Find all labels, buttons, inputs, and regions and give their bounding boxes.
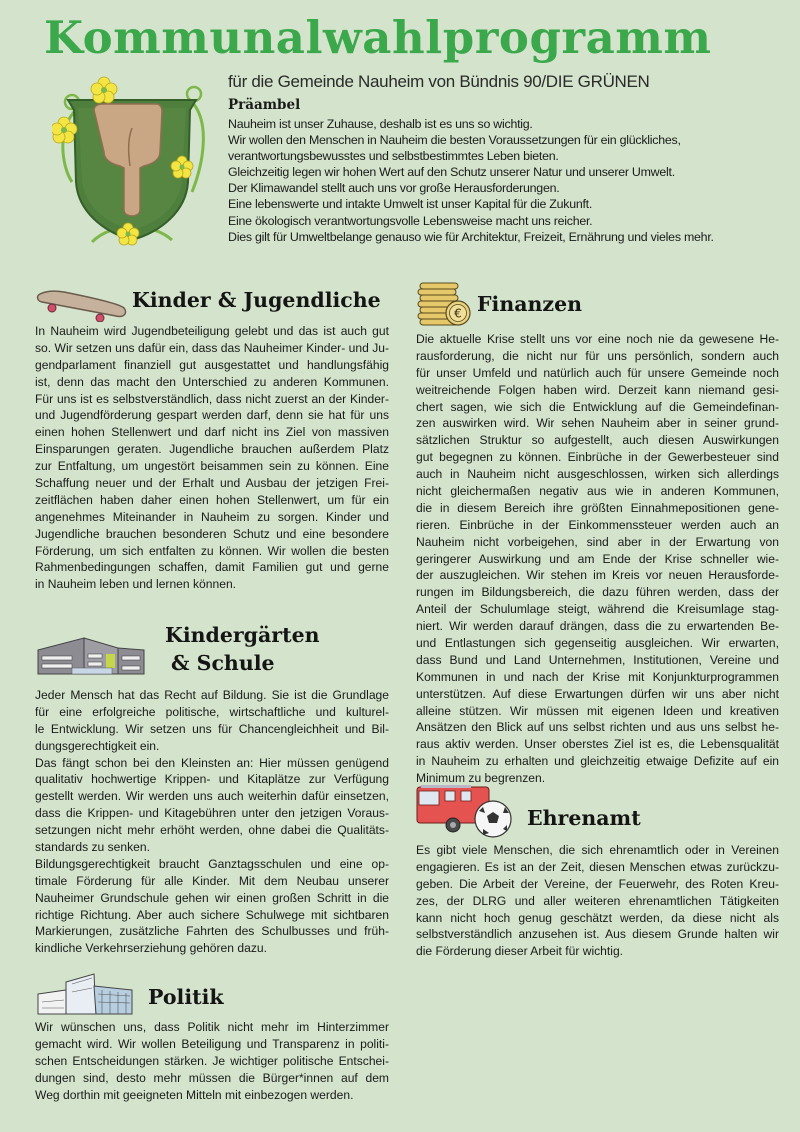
text-line: Weg dorthin mit geeigneten Mitteln mit einbezogen werden. bbox=[35, 1087, 354, 1102]
text-line: Bildungsgerechtigkeit braucht Ganztagsschulen und eine op- bbox=[35, 856, 389, 871]
text-line: sätzlichen Struktur so aufgestellt, auch diesen Auswirkungen bbox=[416, 433, 779, 448]
text-line: dungsgerechtigkeit ein. bbox=[35, 738, 160, 753]
text-line: rieren. Einbrüche in der Einkommenssteuer werden auch an bbox=[416, 517, 779, 532]
section-body-kinder bbox=[35, 323, 389, 593]
text-line: für unser Umfeld und natürlich auch für unsere Gemeinde noch bbox=[416, 365, 779, 380]
text-line: schen Entscheidungen stärken. Je wichtiger politische Entschei- bbox=[35, 1053, 389, 1068]
preamble-line: Nauheim ist unser Zuhause, deshalb ist es uns so wichtig. bbox=[228, 117, 533, 131]
svg-text:€: € bbox=[454, 306, 462, 321]
coat-of-arms-shovel-icon bbox=[52, 72, 212, 252]
text-line: gestellt werden. Wir werden uns auch weiterhin dafür einsetzen, bbox=[35, 789, 389, 804]
text-line: kindliche Verkehrserziehung gehören dazu. bbox=[35, 941, 267, 956]
text-line: le Entwicklung. Wir setzen uns für Chancengleichheit und Bil- bbox=[35, 721, 389, 736]
preamble-line: verantwortungsbewusstes und selbstbestimmtes Leben bieten. bbox=[228, 149, 559, 164]
school-building-icon bbox=[36, 636, 146, 676]
text-line: einen hohen Stellenwert und darf nicht ins Ziel von massiven bbox=[35, 425, 389, 440]
section-heading-kinder: Kinder & Jugendliche bbox=[132, 288, 381, 312]
page-title: Kommunalwahlprogramm bbox=[44, 11, 712, 64]
section-body-politik bbox=[35, 1019, 389, 1103]
fire-truck-and-football-icon bbox=[413, 781, 515, 839]
text-line: niert. Wir werden darauf drängen, dass die zu erwartenden Be- bbox=[416, 619, 779, 634]
text-line: setzungen nicht mehr erhöht werden, ohne dabei die Qualitäts- bbox=[35, 823, 389, 838]
text-line: zen auswirken wird. Wir sehen Nauheim aber in seiner grund- bbox=[416, 416, 779, 431]
preamble-line: Dies gilt für Umweltbelange genauso wie für Architektur, Freizeit, Ernährung und vieles mehr. bbox=[228, 229, 714, 244]
preamble-line: Der Klimawandel stellt auch uns vor große Herausforderungen. bbox=[228, 181, 560, 196]
text-line: qualitativ hochwertige Krippen- und Kitaplätze zur Verfügung bbox=[35, 772, 389, 787]
text-line: zes, der DLRG und aller weiteren ehrenamtlichen Tätigkeiten bbox=[416, 893, 779, 908]
subtitle: für die Gemeinde Nauheim von Bündnis 90/DIE GRÜNEN bbox=[228, 72, 650, 91]
text-line: angenehmes Miteinander in Nauheim zu sorgen. Kinder und bbox=[35, 509, 389, 524]
text-line: geben. Die Arbeit der Vereine, der Feuerwehr, des Roten Kreu- bbox=[416, 876, 779, 891]
text-line: dass die Krippen- und Kitagebühren unter den jetzigen Voraus- bbox=[35, 806, 389, 821]
text-line: dungen sind, desto mehr müssen die Bürger*innen auf dem bbox=[35, 1070, 389, 1085]
preamble-heading: Präambel bbox=[228, 97, 301, 113]
preamble-line: Eine ökologisch verantwortungsvolle Lebensweise macht uns reicher. bbox=[228, 213, 593, 228]
text-line: gendparlament finanziell gut ausgestattet und handlungsfähig bbox=[35, 357, 389, 372]
text-line: timale Förderung für alle Kinder. Mit dem Neubau unserer bbox=[35, 873, 389, 888]
text-line: und Entlastungen sich gegenseitig ausgleichen. Wir erwarten, bbox=[416, 636, 779, 651]
text-line: dass Bund und Land Unternehmen, Institutionen, Vereine und bbox=[416, 652, 779, 667]
text-line: und Jugendförderung gespart werden darf, denn sie hat für uns bbox=[35, 408, 389, 423]
text-line: Die aktuelle Krise stellt uns vor eine noch nie da gewesene He- bbox=[416, 332, 779, 346]
text-line: engagieren. Es ist an der Zeit, diesen Menschen etwas zurückzu- bbox=[416, 859, 779, 874]
text-line: kann nicht hoch genug geschätzt werden, da diese nicht als bbox=[416, 910, 779, 925]
text-line: Rahmenbedingungen schaffen, damit Familien gut und gerne bbox=[35, 560, 389, 575]
text-line: standards zu senken. bbox=[35, 840, 150, 855]
preamble-line: Gleichzeitig legen wir hohen Wert auf den Schutz unserer Natur und unserer Umwelt. bbox=[228, 165, 675, 180]
text-line: so. Wir setzen uns dafür ein, dass das Nauheimer Kinder- und Ju- bbox=[35, 340, 389, 355]
text-line: Ansätzen den Blick auf uns selbst richten und aus uns selbst he- bbox=[416, 720, 779, 735]
skateboard-icon bbox=[34, 286, 130, 322]
preamble-line: Eine lebenswerte und intakte Umwelt ist unser Kapital für die Zukunft. bbox=[228, 197, 593, 212]
text-line: ist, denn das macht den Unterschied zu anderen Kommunen. bbox=[35, 374, 389, 389]
text-line: raus aktiv werden. Unser oberstes Ziel ist es, die Lebensqualität bbox=[416, 737, 779, 752]
section-heading-politik: Politik bbox=[148, 985, 224, 1009]
text-line: Anteil der Schulumlage steigt, während die Kreisumlage stag- bbox=[416, 602, 779, 617]
text-line: auch in Nauheim nicht ausgeschlossen, wirken sich allerdings bbox=[416, 467, 779, 482]
text-line: Einsparungen geraten. Jugendliche brauchen außerdem Platz bbox=[35, 442, 389, 457]
text-line: selbstverständlich anzusehen ist. Aus diesem Grunde halten wir bbox=[416, 927, 779, 942]
text-line: zur Entfaltung, um ungestört beisammen sein zu können. Eine bbox=[35, 459, 389, 474]
text-line: In Nauheim wird Jugendbeteiligung gelebt und das ist auch gut bbox=[35, 324, 389, 338]
section-heading-finanzen: Finanzen bbox=[477, 292, 583, 316]
section-heading-schule-line1: Kindergärten bbox=[165, 623, 320, 647]
text-line: Minimum zu begrenzen. bbox=[416, 771, 546, 786]
text-line: richtige Richtung. Aber auch sichere Schulwege mit sichtbaren bbox=[35, 907, 389, 922]
text-line: gemacht wird. Wir wollen Beteiligung und Transparenz in politi- bbox=[35, 1036, 389, 1051]
text-line: Kommunen in und nach der Krise mit Konjunkturprogrammen bbox=[416, 669, 779, 684]
text-line: Markierungen, zusätzliche Fahrten des Schulbusses und früh- bbox=[35, 924, 389, 939]
euro-coins-icon bbox=[416, 279, 472, 329]
text-line: Förderung, um sich entfalten zu können. Wir wollen die besten bbox=[35, 543, 389, 558]
text-line: unterstützen. Auf diese Erwartungen dürfen wir uns aber nicht bbox=[416, 686, 779, 701]
text-line: Wir wünschen uns, dass Politik nicht mehr im Hinterzimmer bbox=[35, 1020, 389, 1034]
section-body-ehrenamt bbox=[416, 842, 779, 960]
text-line: Nauheim nicht vorbeigehen, sind aber in der Erwartung von bbox=[416, 534, 779, 549]
text-line: alleine stützen. Wir müssen mit eigenen Ideen und kreativen bbox=[416, 703, 779, 718]
text-line: die in diesem Bereich ihre größten Einnahmepositionen gene- bbox=[416, 500, 779, 515]
text-line: geringerer Auswirkung und am Ende der Krise schneller wie- bbox=[416, 551, 779, 566]
text-line: rungen im Bildungsbereich, die dazu führen werden, dass der bbox=[416, 585, 779, 600]
text-line: die Förderung dieser Arbeit für wichtig. bbox=[416, 944, 624, 959]
text-line: chert sagen, wie sich die Entwicklung auf die Gemeindefinan- bbox=[416, 399, 779, 414]
text-line: der auszugleichen. Wir stehen im Kreis vor neuen Herausforde- bbox=[416, 568, 779, 583]
text-line: Jeder Mensch hat das Recht auf Bildung. Sie ist die Grundlage bbox=[35, 688, 389, 702]
text-line: Es gibt viele Menschen, die sich ehrenamtlich oder in Vereinen bbox=[416, 843, 779, 857]
text-line: rausforderung, die nicht nur für uns persönlich, sondern auch bbox=[416, 348, 779, 363]
town-hall-icon bbox=[36, 972, 136, 1016]
text-line: Für uns ist es selbstverständlich, dass nicht zuerst an der Kinder- bbox=[35, 391, 389, 406]
section-heading-schule-line2: & Schule bbox=[171, 651, 275, 675]
preamble-line: Wir wollen den Menschen in Nauheim die besten Voraussetzungen für ein glückliches, bbox=[228, 133, 681, 148]
section-heading-ehrenamt: Ehrenamt bbox=[527, 806, 641, 830]
text-line: Nauheimer Grundschule gehen wir einen großen Schritt in die bbox=[35, 890, 389, 905]
text-line: in Nauheim leben und lernen können. bbox=[35, 577, 237, 592]
text-line: Das fängt schon bei den Kleinsten an: Hier müssen genügend bbox=[35, 755, 389, 770]
text-line: gut begegnen zu können. Einbrüche in der Gewerbesteuer sind bbox=[416, 450, 779, 465]
text-line: Schaffung neuer und der Erhalt und Ausbau der jetzigen Frei- bbox=[35, 476, 389, 491]
text-line: Jugendliche brauchen besonderen Schutz und eine besondere bbox=[35, 526, 389, 541]
text-line: in Nauheim zu erhalten und gleichzeitig etwaige Defizite auf ein bbox=[416, 754, 779, 769]
preamble-text bbox=[228, 116, 714, 245]
text-line: nicht gleichermaßen negativ aus wie in anderen Kommunen, bbox=[416, 484, 779, 499]
text-line: weitreichende Folgen haben wird. Derzeit kann niemand gesi- bbox=[416, 382, 779, 397]
text-line: zeitflächen haben daher einen hohen Stellenwert, um für ein bbox=[35, 492, 389, 507]
text-line: für eine erfolgreiche politische, wirtschaftliche und kulturel- bbox=[35, 704, 389, 719]
section-body-finanzen bbox=[416, 331, 779, 787]
section-body-schule bbox=[35, 687, 389, 957]
